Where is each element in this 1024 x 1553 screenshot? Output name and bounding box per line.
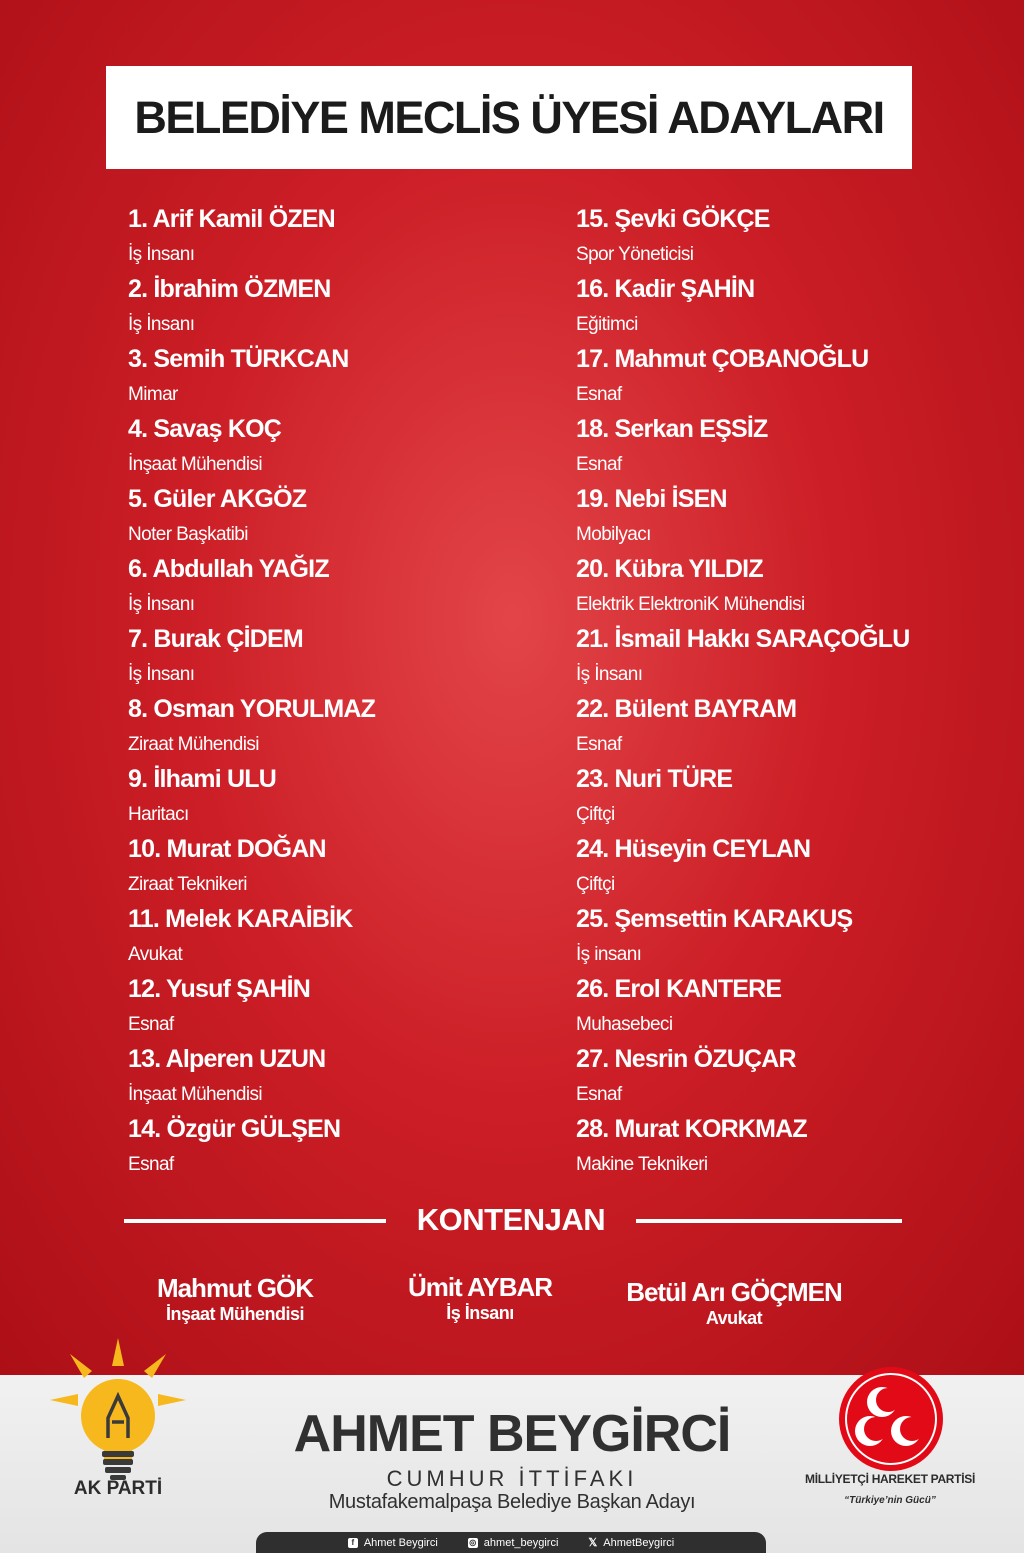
candidate-profession: Çiftçi: [576, 804, 615, 825]
quota-member-job: İnşaat Mühendisi: [165, 1304, 305, 1324]
candidate-name: 9. İlhami ULU: [128, 765, 276, 793]
candidate-name: 11. Melek KARAİBİK: [128, 905, 353, 933]
candidate-profession: Esnaf: [128, 1014, 174, 1035]
social-label: Ahmet Beygirci: [363, 1536, 438, 1549]
candidate-profession: Eğitimci: [576, 314, 638, 335]
candidate-profession: Elektrik ElektroniK Mühendisi: [576, 594, 805, 615]
social-facebook[interactable]: [348, 1537, 438, 1549]
candidate-entry: [576, 273, 910, 343]
candidate-entry: [128, 1043, 375, 1113]
quota-member-2: [380, 1272, 580, 1324]
candidate-entry: [128, 833, 375, 903]
social-bar: [256, 1532, 766, 1553]
title-banner: [106, 66, 912, 169]
mhp-slogan: “Türkiye’nin Gücü”: [844, 1495, 936, 1506]
candidate-entry: [576, 553, 910, 623]
candidate-name: 16. Kadir ŞAHİN: [576, 275, 755, 303]
candidate-name: 4. Savaş KOÇ: [128, 415, 281, 443]
candidate-name: 28. Murat KORKMAZ: [576, 1115, 807, 1143]
candidate-entry: [128, 763, 375, 833]
candidate-name: 25. Şemsettin KARAKUŞ: [576, 905, 853, 933]
candidate-entry: [576, 693, 910, 763]
candidate-entry: [128, 623, 375, 693]
candidate-name: 8. Osman YORULMAZ: [128, 695, 376, 723]
candidate-name: 6. Abdullah YAĞIZ: [128, 555, 329, 583]
candidate-profession: Mobilyacı: [576, 524, 651, 545]
candidate-entry: [576, 1113, 910, 1183]
candidate-name: 23. Nuri TÜRE: [576, 765, 733, 793]
candidate-profession: Ziraat Mühendisi: [128, 734, 259, 755]
mhp-crescents-logo-icon: [838, 1366, 944, 1472]
candidate-entry: [576, 413, 910, 483]
social-label: AhmetBeygirci: [603, 1536, 675, 1549]
candidate-name: 14. Özgür GÜLŞEN: [128, 1115, 341, 1143]
candidate-entry: [576, 903, 910, 973]
quota-member-name: Ümit AYBAR: [407, 1272, 553, 1302]
candidate-name: 24. Hüseyin CEYLAN: [576, 835, 811, 863]
candidate-name: 18. Serkan EŞSİZ: [576, 415, 768, 443]
candidate-entry: [576, 483, 910, 553]
akp-party-name: AK PARTİ: [73, 1478, 163, 1499]
candidate-name: 7. Burak ÇİDEM: [128, 625, 303, 653]
candidate-entry: [576, 203, 910, 273]
candidate-name: 10. Murat DOĞAN: [128, 835, 326, 863]
candidate-profession: Spor Yöneticisi: [576, 244, 694, 265]
candidate-list-right: [576, 203, 910, 1183]
candidate-name: 15. Şevki GÖKÇE: [576, 205, 770, 233]
mhp-party-name: MİLLİYETÇİ HAREKET PARTİSİ: [805, 1472, 975, 1486]
candidate-entry: [128, 693, 375, 763]
candidate-name: 1. Arif Kamil ÖZEN: [128, 205, 335, 233]
social-x[interactable]: [588, 1537, 674, 1549]
candidate-profession: İş İnsanı: [576, 664, 643, 685]
candidate-name: 20. Kübra YILDIZ: [576, 555, 763, 583]
candidate-name: 22. Bülent BAYRAM: [576, 695, 797, 723]
candidate-profession: Makine Teknikeri: [576, 1154, 708, 1175]
candidate-entry: [576, 833, 910, 903]
candidate-profession: Haritacı: [128, 804, 189, 825]
candidate-profession: Çiftçi: [576, 874, 615, 895]
quota-member-name: Betül Arı GÖÇMEN: [626, 1277, 842, 1307]
candidate-name: 12. Yusuf ŞAHİN: [128, 975, 311, 1003]
quota-member-name: Mahmut GÖK: [156, 1273, 314, 1303]
candidate-entry: [576, 623, 910, 693]
candidate-entry: [576, 763, 910, 833]
candidate-profession: İnşaat Mühendisi: [128, 1084, 263, 1105]
candidate-profession: Mimar: [128, 384, 178, 405]
mayor-candidate-name: AHMET BEYGİRCİ: [293, 1405, 731, 1463]
candidate-profession: Ziraat Teknikeri: [128, 874, 247, 895]
facebook-icon: f: [348, 1538, 358, 1548]
candidate-entry: [128, 1113, 375, 1183]
candidate-name: 19. Nebi İSEN: [576, 485, 727, 513]
candidate-profession: Esnaf: [576, 734, 622, 755]
candidate-profession: İnşaat Mühendisi: [128, 454, 263, 475]
candidate-profession: Esnaf: [576, 454, 622, 475]
social-label: ahmet_beygirci: [483, 1536, 559, 1549]
quota-member-job: İş İnsanı: [446, 1303, 514, 1323]
candidate-profession: Esnaf: [576, 1084, 622, 1105]
candidate-entry: [128, 903, 375, 973]
candidate-entry: [128, 553, 375, 623]
candidate-list-left: [128, 203, 375, 1183]
candidate-name: 27. Nesrin ÖZUÇAR: [576, 1045, 796, 1073]
candidate-name: 3. Semih TÜRKCAN: [128, 345, 349, 373]
candidate-profession: Noter Başkatibi: [128, 524, 248, 545]
candidate-name: 21. İsmail Hakkı SARAÇOĞLU: [576, 625, 910, 653]
candidate-profession: Esnaf: [128, 1154, 174, 1175]
x-icon: 𝕏: [588, 1537, 598, 1549]
candidate-name: 13. Alperen UZUN: [128, 1045, 326, 1073]
kontenjan-heading: [0, 1202, 1024, 1246]
candidate-name: 17. Mahmut ÇOBANOĞLU: [576, 345, 869, 373]
divider-line-left: [124, 1219, 386, 1223]
candidate-profession: İş insanı: [576, 944, 642, 965]
candidate-entry: [128, 413, 375, 483]
candidate-subtitle: Mustafakemalpaşa Belediye Başkan Adayı: [328, 1491, 696, 1513]
candidate-entry: [576, 343, 910, 413]
candidate-name: 26. Erol KANTERE: [576, 975, 782, 1003]
candidate-profession: İş İnsanı: [128, 314, 195, 335]
candidate-entry: [576, 1043, 910, 1113]
candidate-name: 5. Güler AKGÖZ: [128, 485, 307, 513]
candidate-profession: Muhasebeci: [576, 1014, 673, 1035]
page-title: BELEDİYE MECLİS ÜYESİ ADAYLARI: [134, 91, 884, 143]
candidate-profession: İş İnsanı: [128, 664, 195, 685]
divider-line-right: [636, 1219, 902, 1223]
candidate-entry: [128, 273, 375, 343]
candidate-entry: [576, 973, 910, 1043]
candidate-profession: İş İnsanı: [128, 594, 195, 615]
social-instagram[interactable]: [468, 1537, 559, 1549]
kontenjan-title: KONTENJAN: [416, 1202, 606, 1237]
candidate-entry: [128, 343, 375, 413]
candidate-name: 2. İbrahim ÖZMEN: [128, 275, 331, 303]
quota-member-1: [135, 1273, 335, 1325]
quota-member-job: Avukat: [705, 1308, 763, 1328]
candidate-entry: [128, 973, 375, 1043]
candidate-entry: [128, 483, 375, 553]
candidate-entry: [128, 203, 375, 273]
quota-member-3: [614, 1277, 854, 1329]
candidate-profession: Esnaf: [576, 384, 622, 405]
candidate-profession: İş İnsanı: [128, 244, 195, 265]
alliance-name: CUMHUR İTTİFAKI: [386, 1466, 638, 1491]
candidate-profession: Avukat: [128, 944, 183, 965]
instagram-icon: ◎: [469, 1538, 477, 1547]
